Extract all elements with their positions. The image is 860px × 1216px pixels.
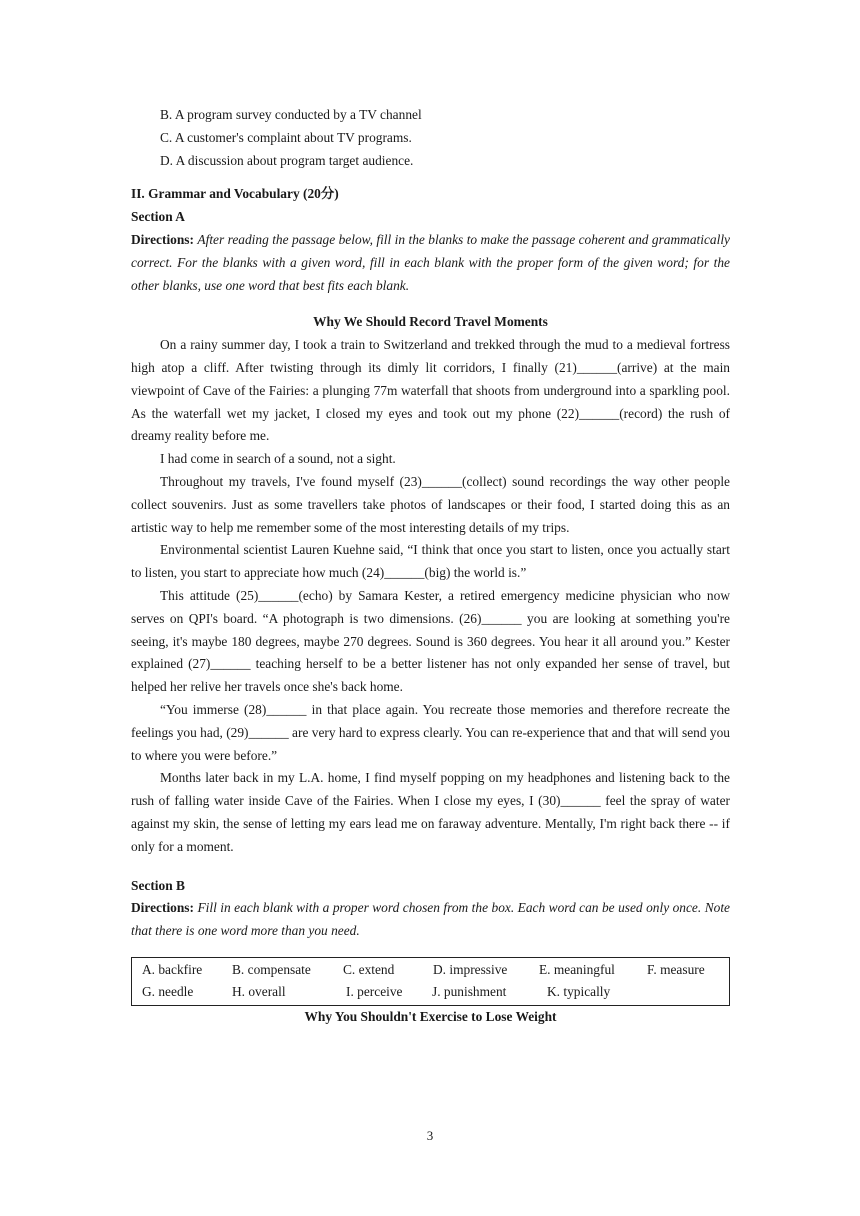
word-option: A. backfire (142, 961, 203, 977)
option-b: B. A program survey conducted by a TV channel (160, 107, 422, 122)
word-option: J. punishment (432, 983, 507, 999)
directions-text: Fill in each blank with a proper word chosen from the box. Each word can be used only once. Note that there is one word more than you need. (131, 900, 730, 939)
option-d: D. A discussion about program target audience. (160, 152, 414, 168)
page-number: 3 (426, 1128, 434, 1143)
paragraph: Months later back in my L.A. home, I find myself popping on my headphones and listening back to the rush of falling water inside Cave of the Fairies. When I close my eyes, I (30)______ feel the spray of water against my skin, the sense of letting my ears lead me on faraway adventure. Mentally, I'm right back there -- if only for a moment. (131, 770, 730, 854)
paragraph: On a rainy summer day, I took a train to Switzerland and trekked through the mud to a medieval fortress high atop a cliff. After twisting through its dimly lit corridors, I finally (21)______(arrive) at the main viewpoint of Cave of the Fairies: a plunging 77m waterfall that shoots from underground into a sparkling pool. As the waterfall wet my jacket, I closed my eyes and took out my phone (22)______(record) the rush of dreamy reality before me. (131, 337, 730, 444)
paragraph: Throughout my travels, I've found myself (23)______(collect) sound recordings the way other people collect souvenirs. Just as some travellers take photos of landscapes or their food, I started doing this as an artistic way to help me remember some of the most interesting details of my trips. (131, 473, 730, 535)
section-a-directions (131, 229, 730, 297)
word-option: D. impressive (433, 961, 508, 977)
part-title: II. Grammar and Vocabulary (20分) (131, 186, 339, 202)
word-option: H. overall (232, 983, 286, 999)
answer-options (131, 104, 730, 172)
word-option: I. perceive (346, 983, 403, 999)
paragraph: I had come in search of a sound, not a sight. (160, 451, 396, 467)
section-b-directions (131, 897, 730, 943)
word-option: K. typically (547, 983, 611, 999)
paragraph: “You immerse (28)______ in that place again. You recreate those memories and therefore recreate the feelings you had, (29)______ are very hard to express clearly. You can re-experience that and that will send you to where you were before.” (131, 701, 730, 763)
passage-b-title: Why You Shouldn't Exercise to Lose Weight (304, 1008, 557, 1024)
word-option: B. compensate (232, 961, 311, 977)
word-box-row (132, 981, 729, 1003)
directions-label: Directions: (131, 231, 194, 247)
paragraph: This attitude (25)______(echo) by Samara Kester, a retired emergency medicine physician who now serves on QPI's board. “A photograph is two dimensions. (26)______ you are looking at something you're seeing, it's maybe 180 degrees, maybe 270 degrees. Sound is 360 degrees. You hear it all around you.” Kester explained (27)______ teaching herself to be a better listener has not only expanded her sense of travel, but helped her relive her travels once she's back home. (131, 587, 730, 695)
paragraph: Environmental scientist Lauren Kuehne said, “I think that once you start to listen, once you actually start to listen, you start to appreciate how much (24)______(big) the world is.” (131, 542, 730, 581)
word-option: E. meaningful (539, 961, 615, 977)
directions-text: After reading the passage below, fill in the blanks to make the passage coherent and grammatically correct. For the blanks with a given word, fill in each blank with the proper form of the given word; for the other blanks, use one word that best fits each blank. (131, 231, 730, 293)
passage-a-title: Why We Should Record Travel Moments (313, 314, 548, 330)
directions-label: Directions: (131, 900, 194, 916)
section-a-label: Section A (131, 209, 185, 225)
option-c: C. A customer's complaint about TV programs. (160, 129, 412, 145)
section-b-label: Section B (131, 877, 185, 893)
word-option: G. needle (142, 983, 194, 999)
word-box (131, 957, 730, 1006)
page-content (131, 104, 730, 1027)
word-box-row (132, 959, 729, 981)
passage-a (131, 334, 730, 858)
word-option: F. measure (647, 961, 705, 977)
word-option: C. extend (343, 961, 395, 977)
